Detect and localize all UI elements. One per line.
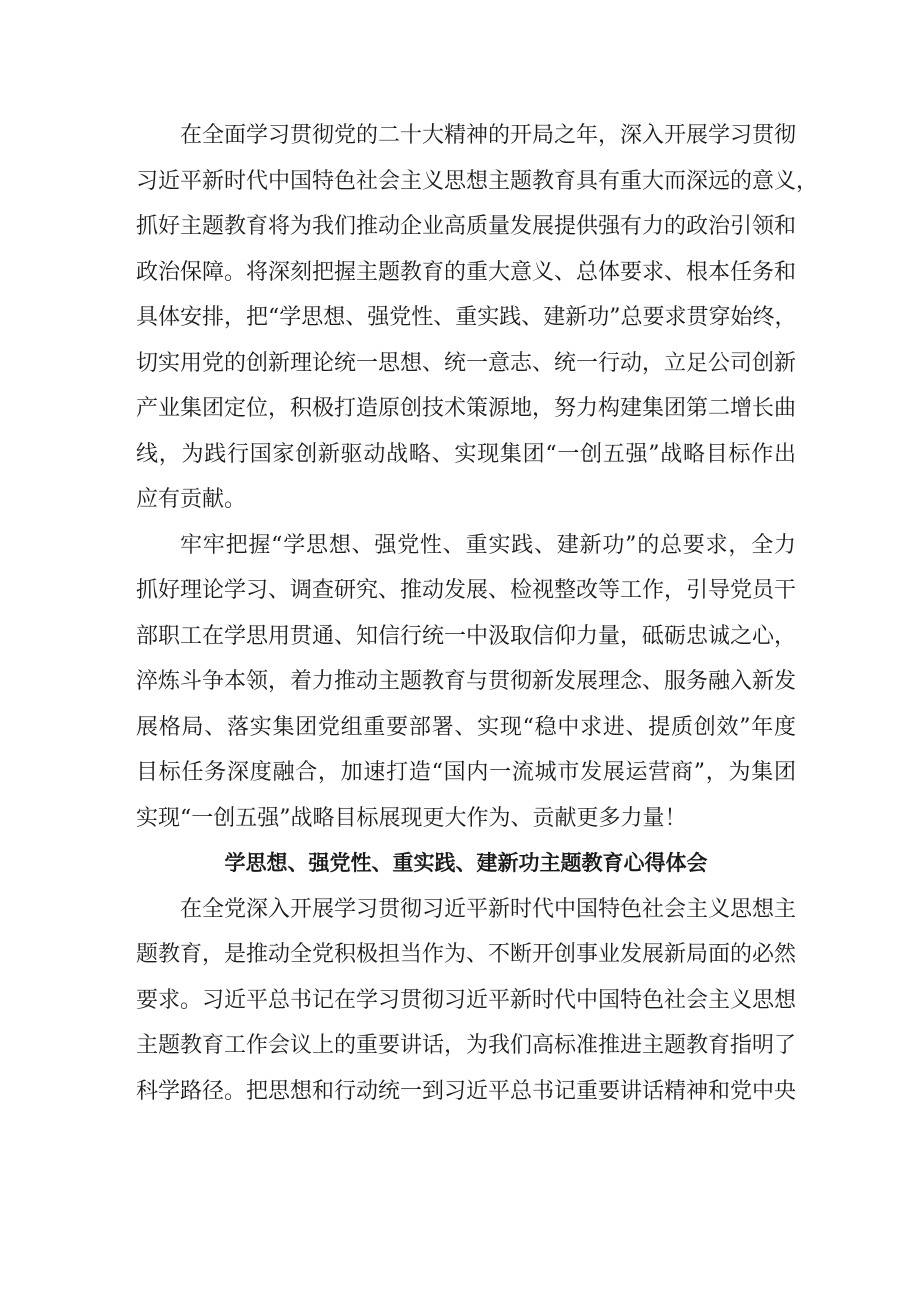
text-line: 题教育，是推动全党积极担当作为、不断开创事业发展新局面的必然 [136, 942, 797, 967]
text-line: 切实用党的创新理论统一思想、统一意志、统一行动，立足公司创新 [136, 350, 797, 376]
text-line: 实现“一创五强”战略目标展现更大作为、贡献更多力量！ [136, 805, 687, 831]
text-line: 在全党深入开展学习贯彻习近平新时代中国特色社会主义思想主 [180, 896, 797, 922]
text-line: 展格局、落实集团党组重要部署、实现“稳中求进、提质创效”年度 [136, 714, 796, 740]
paragraph-2 [136, 523, 796, 842]
text-line: 科学路径。把思想和行动统一到习近平总书记重要讲话精神和党中央 [136, 1078, 797, 1104]
text-line: 在全面学习贯彻党的二十大精神的开局之年，深入开展学习贯彻 [180, 123, 797, 148]
document-body [136, 113, 819, 1114]
text-line: 主题教育工作会议上的重要讲话，为我们高标准推进主题教育指明了 [136, 1033, 797, 1058]
text-line: 抓好理论学习、调查研究、推动发展、检视整改等工作，引导党员干 [136, 578, 797, 603]
text-line: 抓好主题教育将为我们推动企业高质量发展提供强有力的政治引领和 [136, 214, 797, 239]
text-line: 政治保障。将深刻把握主题教育的重大意义、总体要求、根本任务和 [136, 259, 797, 285]
text-line: 目标任务深度融合，加速打造“国内一流城市发展运营商”，为集团 [136, 760, 796, 785]
text-line: 部职工在学思用贯通、知信行统一中汲取信仰力量，砥砺忠诚之心， [136, 623, 797, 649]
paragraph-3 [136, 887, 796, 1115]
text-line: 要求。习近平总书记在学习贯彻习近平新时代中国特色社会主义思想 [136, 987, 797, 1013]
text-line: 应有贡献。 [136, 487, 247, 512]
text-line: 淬炼斗争本领，着力推动主题教育与贯彻新发展理念、服务融入新发 [136, 669, 797, 694]
section-heading: 学思想、强党性、重实践、建新功主题教育心得体会 [224, 851, 708, 875]
text-line: 线，为践行国家创新驱动战略、实现集团“一创五强”战略目标作出 [136, 441, 796, 467]
text-line: 习近平新时代中国特色社会主义思想主题教育具有重大而深远的意义， [136, 168, 819, 194]
paragraph-1 [136, 113, 819, 523]
text-line: 具体安排，把“学思想、强党性、重实践、建新功”总要求贯穿始终， [136, 305, 797, 330]
text-line: 牢牢把握“学思想、强党性、重实践、建新功”的总要求，全力 [180, 532, 796, 558]
text-line: 产业集团定位，积极打造原创技术策源地，努力构建集团第二增长曲 [136, 396, 797, 421]
